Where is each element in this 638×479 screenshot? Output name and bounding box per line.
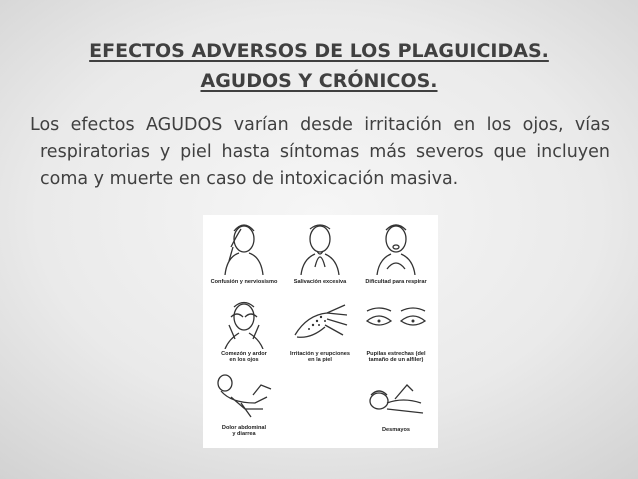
- breathing-difficulty-icon: [363, 217, 429, 275]
- caption-abdominal-2: y diarrea: [232, 431, 256, 437]
- symptom-skin-rash: [283, 295, 357, 369]
- pinpoint-pupils-icon: [363, 295, 429, 349]
- fainting-person-icon: [363, 373, 429, 423]
- symptom-breathing: [359, 217, 433, 291]
- salivating-person-icon: [287, 217, 353, 275]
- caption-breathing: Dificultad para respirar: [365, 279, 427, 285]
- rash-hand-icon: [287, 295, 353, 349]
- symptom-confusion: [207, 217, 281, 291]
- body-paragraph: Los efectos AGUDOS varían desde irritación en los ojos, vías respiratorias y piel hasta síntomas más severos que incluyen coma y muerte en caso de intoxicación masiva.: [30, 115, 610, 189]
- symptom-fainting: [359, 373, 433, 447]
- title-line-2: AGUDOS Y CRÓNICOS.: [200, 70, 438, 92]
- symptoms-illustration: [203, 215, 438, 448]
- caption-salivation: Salivación excesiva: [293, 279, 347, 285]
- caption-fainting: Desmayos: [382, 427, 410, 433]
- symptom-eye-itch: [207, 295, 281, 369]
- symptom-salivation: [283, 217, 357, 291]
- symptom-pupils: [359, 295, 433, 369]
- caption-eye-itch-2: en los ojos: [229, 357, 259, 363]
- caption-eye-itch-1: Comezón y ardor: [221, 351, 267, 357]
- abdominal-pain-icon: [211, 373, 277, 423]
- confused-person-icon: [211, 217, 277, 275]
- caption-confusion: Confusión y nerviosismo: [210, 279, 278, 285]
- caption-skin-rash-1: Irritación y erupciones: [290, 351, 350, 357]
- slide-title: [0, 36, 638, 96]
- caption-pupils-2: tamaño de un alfiler): [368, 357, 424, 363]
- rubbing-eyes-icon: [211, 295, 277, 349]
- title-line-1: EFECTOS ADVERSOS DE LOS PLAGUICIDAS.: [89, 40, 549, 62]
- caption-abdominal-1: Dolor abdominal: [221, 425, 267, 431]
- symptom-abdominal: [207, 373, 281, 447]
- caption-pupils-1: Pupilas estrechas (del: [366, 351, 426, 357]
- caption-skin-rash-2: en la piel: [308, 357, 332, 363]
